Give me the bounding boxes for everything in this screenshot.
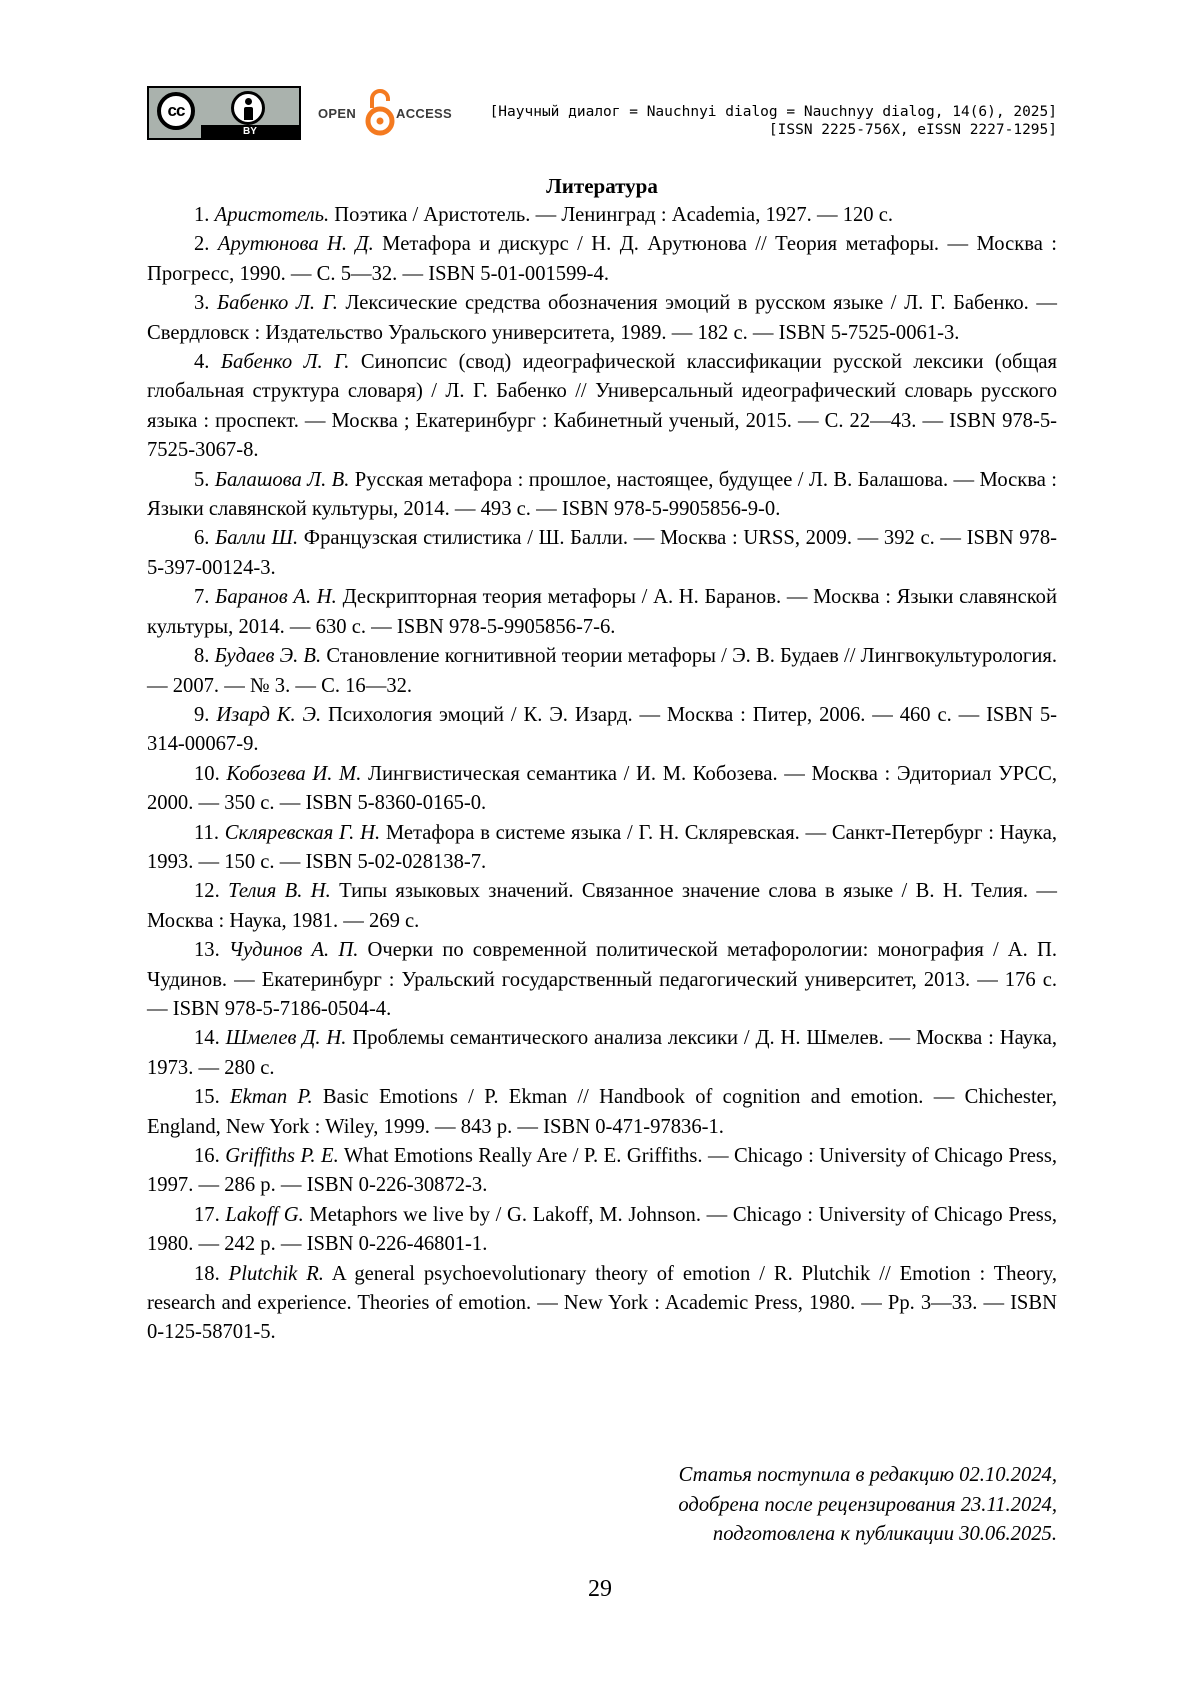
reference-item	[147, 877, 1057, 936]
approved-date: одобрена после рецензирования 23.11.2024,	[678, 1493, 1057, 1516]
reference-author: Lakoff G.	[225, 1203, 304, 1226]
reference-number: 3.	[194, 292, 210, 315]
reference-author: Аристотель.	[214, 204, 330, 226]
reference-text: Типы языковых значений. Связанное значение слова в языке / В. Н. Телия. — Москва : Наука, 1981. — 269 с.	[147, 880, 1057, 932]
reference-author: Griffiths P. E.	[225, 1145, 339, 1167]
reference-author: Баранов А. Н.	[215, 586, 337, 609]
reference-number: 11.	[194, 821, 219, 844]
reference-text: Дескрипторная теория метафоры / А. Н. Баранов. — Москва : Языки славянской культуры, 2014. — 630 с. — ISBN 978-5-9905856-7-6.	[147, 586, 1058, 638]
article-dates	[678, 1461, 1057, 1550]
reference-item	[147, 348, 1057, 466]
reference-item	[147, 936, 1057, 1024]
reference-text: Французская стилистика / Ш. Балли. — Москва : URSS, 2009. — 392 с. — ISBN 978-5-397-00124-3.	[147, 527, 1057, 579]
reference-author: Балли Ш.	[215, 527, 299, 550]
received-date: Статья поступила в редакцию 02.10.2024,	[678, 1464, 1057, 1486]
reference-number: 10.	[194, 762, 220, 785]
reference-number: 16.	[194, 1145, 220, 1167]
reference-item	[147, 642, 1057, 701]
reference-item	[147, 1024, 1057, 1083]
page-number: 29	[588, 1576, 612, 1602]
journal-citation	[490, 103, 1057, 139]
journal-issn-line: [ISSN 2225-756X, eISSN 2227-1295]	[768, 122, 1057, 138]
reference-text: Проблемы семантического анализа лексики / Д. Н. Шмелев. — Москва : Наука, 1973. — 280 с.	[147, 1027, 1058, 1079]
reference-item	[147, 1142, 1057, 1201]
reference-number: 5.	[194, 468, 210, 491]
reference-item	[147, 466, 1057, 525]
open-access-logo	[318, 88, 458, 138]
reference-text: A general psychoevolutionary theory of emotion / R. Plutchik // Emotion : Theory, research and experience. Theories of emotion. — New York : Academic Press, 1980. — Pp. 3—33. — ISBN 0-125-58701-5.	[147, 1262, 1057, 1344]
reference-text: Лингвистическая семантика / И. М. Кобозева. — Москва : Эдиториал УРСС, 2000. — 350 с. — ISBN 5-8360-0165-0.	[147, 762, 1058, 815]
open-access-word-open: OPEN	[318, 106, 357, 121]
reference-text: Метафора и дискурс / Н. Д. Арутюнова // Теория метафоры. — Москва : Прогресс, 1990. — С. 5—32. — ISBN 5-01-001599-4.	[147, 233, 1057, 285]
reference-text: Очерки по современной политической метафорологии: монография / А. П. Чудинов. — Екатеринбург : Уральский государственный педагогический университет, 2013. — 176 с. — ISBN 978-5-7186-0504-4.	[147, 939, 1057, 1020]
reference-text: Метафора в системе языка / Г. Н. Скляревская. — Санкт-Петербург : Наука, 1993. — 150 с. — ISBN 5-02-028138-7.	[147, 821, 1057, 873]
reference-list	[147, 201, 1057, 1348]
open-access-word-access: ACCESS	[396, 106, 452, 121]
journal-title-line: [Научный диалог = Nauchnyi dialog = Nauchnyy dialog, 14(6), 2025]	[489, 104, 1057, 120]
reference-text: Лексические средства обозначения эмоций в русском языке / Л. Г. Бабенко. — Свердловск : Издательство Уральского университета, 1989. — 182 с. — ISBN 5-7525-0061-3.	[147, 292, 1057, 344]
reference-item	[147, 524, 1057, 583]
reference-item	[147, 1083, 1057, 1142]
reference-item	[147, 760, 1057, 819]
prepared-date: подготовлена к публикации 30.06.2025.	[712, 1523, 1057, 1545]
reference-author: Скляревская Г. Н.	[224, 821, 381, 844]
reference-author: Телия В. Н.	[228, 880, 331, 903]
reference-item	[147, 201, 1057, 230]
reference-text: Становление когнитивной теории метафоры / Э. В. Будаев // Лингвокультурология. — 2007. — № 3. — С. 16—32.	[147, 645, 1057, 697]
reference-number: 2.	[194, 233, 210, 256]
references-section	[147, 172, 1057, 1348]
reference-text: Русская метафора : прошлое, настоящее, будущее / Л. В. Балашова. — Москва : Языки славянской культуры, 2014. — 493 с. — ISBN 978-5-9905856-9-0.	[147, 468, 1057, 521]
reference-item	[147, 701, 1057, 760]
reference-number: 6.	[194, 527, 210, 550]
reference-author: Ekman P.	[230, 1086, 313, 1109]
reference-author: Арутюнова Н. Д.	[217, 233, 374, 256]
by-label: BY	[243, 126, 257, 137]
reference-text: Психология эмоций / К. Э. Изард. — Москва : Питер, 2006. — 460 с. — ISBN 5-314-00067-9.	[147, 703, 1058, 756]
reference-item	[147, 819, 1057, 878]
reference-number: 9.	[194, 703, 210, 726]
reference-author: Кобозева И. М.	[226, 762, 362, 785]
reference-item	[147, 583, 1057, 642]
reference-text: Basic Emotions / P. Ekman // Handbook of cognition and emotion. — Chichester, England, New York : Wiley, 1999. — 843 p. — ISBN 0-471-97836-1.	[147, 1086, 1057, 1138]
reference-text: Поэтика / Аристотель. — Ленинград : Academia, 1927. — 120 с.	[334, 204, 894, 226]
reference-number: 13.	[194, 939, 220, 962]
reference-number: 1.	[194, 204, 210, 226]
reference-item	[147, 1201, 1057, 1260]
reference-author: Изард К. Э.	[216, 703, 322, 726]
creative-commons-icon: cc	[157, 92, 195, 130]
reference-number: 12.	[194, 880, 220, 903]
reference-item	[147, 1260, 1057, 1348]
reference-text: Синопсис (свод) идеографической классификации русской лексики (общая глобальная структура словаря) / Л. Г. Бабенко // Универсальный идеографический словарь русского языка : проспект. — Москва ; Екатеринбург : Кабинетный ученый, 2015. — С. 22—43. — ISBN 978-5-7525-3067-8.	[147, 351, 1058, 462]
reference-text: Metaphors we live by / G. Lakoff, M. Johnson. — Chicago : University of Chicago Press, 1980. — 242 p. — ISBN 0-226-46801-1.	[147, 1203, 1057, 1256]
reference-author: Бабенко Л. Г.	[217, 292, 338, 315]
reference-number: 7.	[194, 586, 210, 609]
references-heading: Литература	[546, 174, 658, 198]
reference-number: 18.	[194, 1262, 220, 1285]
reference-number: 14.	[194, 1027, 220, 1050]
reference-author: Балашова Л. В.	[214, 468, 350, 491]
reference-author: Бабенко Л. Г.	[220, 351, 350, 374]
reference-item	[147, 289, 1057, 348]
open-lock-icon	[364, 88, 396, 138]
reference-author: Будаев Э. В.	[214, 645, 322, 668]
reference-text: What Emotions Really Are / P. E. Griffiths. — Chicago : University of Chicago Press, 1997. — 286 p. — ISBN 0-226-30872-3.	[147, 1145, 1058, 1197]
attribution-person-icon	[231, 91, 265, 125]
reference-number: 8.	[194, 645, 210, 668]
reference-author: Чудинов А. П.	[228, 939, 359, 962]
reference-number: 4.	[194, 351, 210, 374]
reference-number: 17.	[194, 1203, 220, 1226]
cc-by-license-badge[interactable]	[147, 86, 301, 140]
reference-author: Plutchik R.	[228, 1262, 324, 1285]
reference-item	[147, 230, 1057, 289]
reference-author: Шмелев Д. Н.	[225, 1027, 347, 1050]
reference-number: 15.	[194, 1086, 220, 1109]
